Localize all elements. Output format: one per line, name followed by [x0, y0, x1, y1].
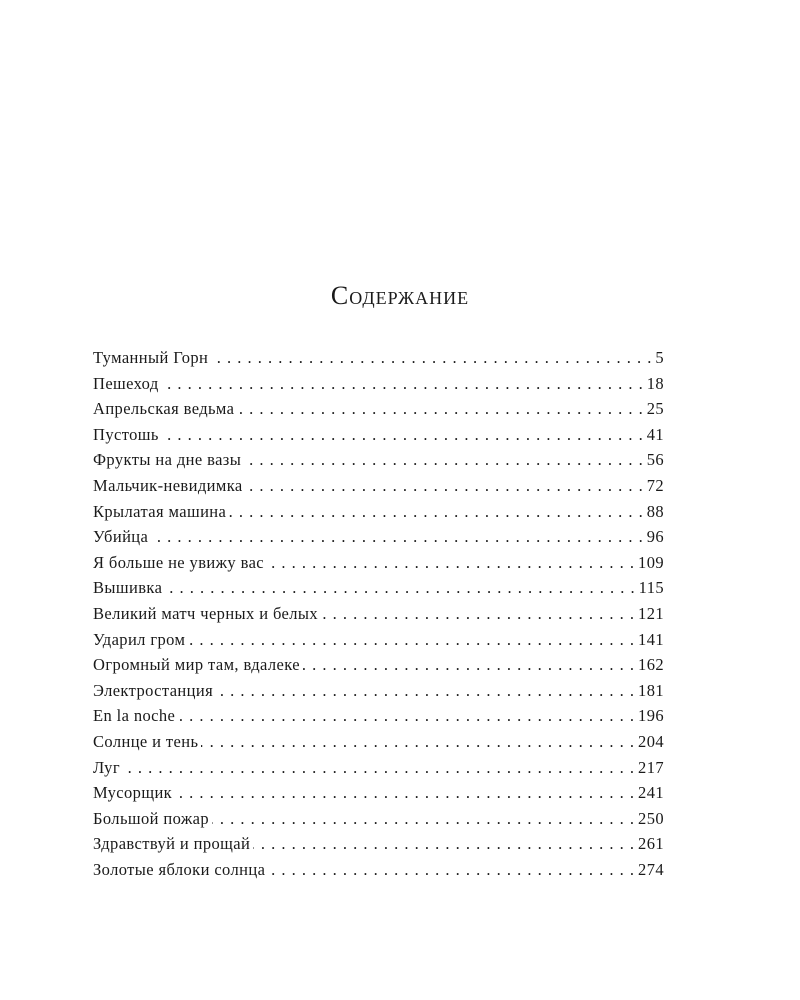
- toc-entry-title: Золотые яблоки солнца: [93, 859, 266, 879]
- toc-entry-title: Туманный Горн: [93, 348, 209, 367]
- toc-entry: [93, 447, 664, 473]
- toc-entry-page-number: 241: [638, 783, 664, 803]
- page-title: Содержание: [330, 281, 470, 310]
- toc-entry-page-number: 18: [646, 373, 664, 393]
- toc-entry-title: Я больше не увижу вас: [93, 552, 265, 572]
- toc-entry: [93, 857, 664, 883]
- dot-leader: [268, 857, 634, 883]
- toc-entry-title: Луг: [93, 757, 120, 777]
- toc-entry-title: En la noche: [93, 706, 176, 726]
- dot-leader: [175, 780, 634, 806]
- toc-entry-page-number: 88: [646, 501, 664, 521]
- dot-leader: [237, 396, 642, 422]
- dot-leader: [229, 499, 642, 525]
- toc-entry-page-number: 217: [638, 757, 664, 777]
- toc-entry-title: Пешеход: [93, 373, 159, 393]
- toc-entry-page-number: 115: [638, 578, 664, 598]
- toc-entry-title: Солнце и тень: [93, 731, 199, 751]
- dot-leader: [321, 601, 634, 627]
- toc-entry-page-number: 141: [638, 629, 664, 649]
- dot-leader: [244, 447, 642, 473]
- toc-entry-title: Огромный мир там, вдалеке: [93, 655, 300, 675]
- toc-entry: [93, 627, 664, 653]
- table-of-contents: [93, 345, 664, 882]
- toc-entry: [93, 755, 664, 781]
- toc-entry-page-number: 181: [638, 680, 664, 700]
- toc-entry: [93, 396, 664, 422]
- toc-entry-title: Мальчик-невидимка: [93, 475, 243, 495]
- toc-entry-title: Вышивка: [93, 578, 163, 598]
- toc-entry: [93, 524, 664, 550]
- toc-entry-title: Большой пожар: [93, 808, 210, 828]
- toc-entry-title: Мусорщик: [93, 783, 173, 803]
- toc-entry-page-number: 25: [646, 399, 664, 419]
- dot-leader: [162, 422, 643, 448]
- dot-leader: [123, 755, 634, 781]
- dot-leader: [201, 729, 634, 755]
- toc-entry: [93, 729, 664, 755]
- toc-entry-title: Апрельская ведьма: [93, 399, 235, 419]
- toc-entry-page-number: 96: [646, 527, 664, 547]
- toc-entry: [93, 345, 664, 371]
- toc-entry-title: Великий матч черных и белых: [93, 603, 319, 623]
- dot-leader: [212, 806, 634, 832]
- toc-entry-title: Фрукты на дне вазы: [93, 450, 242, 470]
- toc-entry-title: Убийца: [93, 527, 149, 547]
- toc-entry-title: Крылатая машина: [93, 501, 227, 521]
- toc-entry: [93, 473, 664, 499]
- toc-entry-page-number: 274: [638, 859, 664, 879]
- toc-entry-page-number: 250: [638, 808, 664, 828]
- toc-entry: [93, 780, 664, 806]
- toc-entry-page-number: 56: [646, 450, 664, 470]
- toc-entry-title: Здравствуй и прощай: [93, 834, 251, 854]
- dot-leader: [165, 575, 634, 601]
- toc-entry: [93, 550, 664, 576]
- toc-entry: [93, 703, 664, 729]
- toc-entry-page-number: 121: [638, 603, 664, 623]
- dot-leader: [246, 473, 643, 499]
- dot-leader: [211, 345, 651, 371]
- toc-entry: [93, 831, 664, 857]
- dot-leader: [303, 652, 634, 678]
- toc-entry-page-number: 109: [638, 552, 664, 572]
- toc-entry-page-number: 162: [638, 655, 664, 675]
- toc-entry-title: Пустошь: [93, 424, 159, 444]
- dot-leader: [162, 371, 643, 397]
- toc-entry: [93, 371, 664, 397]
- toc-entry: [93, 422, 664, 448]
- dot-leader: [151, 524, 642, 550]
- toc-entry-title: Электростанция: [93, 680, 214, 700]
- toc-entry-page-number: 196: [638, 706, 664, 726]
- dot-leader: [188, 627, 634, 653]
- toc-entry-page-number: 204: [638, 731, 664, 751]
- dot-leader: [216, 678, 634, 704]
- dot-leader: [178, 703, 634, 729]
- toc-entry: [93, 806, 664, 832]
- toc-entry-page-number: 72: [646, 475, 664, 495]
- toc-entry: [93, 575, 664, 601]
- toc-entry: [93, 678, 664, 704]
- toc-entry-page-number: 261: [638, 834, 664, 854]
- dot-leader: [253, 831, 634, 857]
- toc-entry: [93, 499, 664, 525]
- dot-leader: [267, 550, 634, 576]
- toc-entry: [93, 652, 664, 678]
- toc-entry-page-number: 41: [646, 424, 664, 444]
- toc-entry-title: Ударил гром: [93, 629, 186, 649]
- toc-entry: [93, 601, 664, 627]
- toc-entry-page-number: 5: [655, 348, 664, 367]
